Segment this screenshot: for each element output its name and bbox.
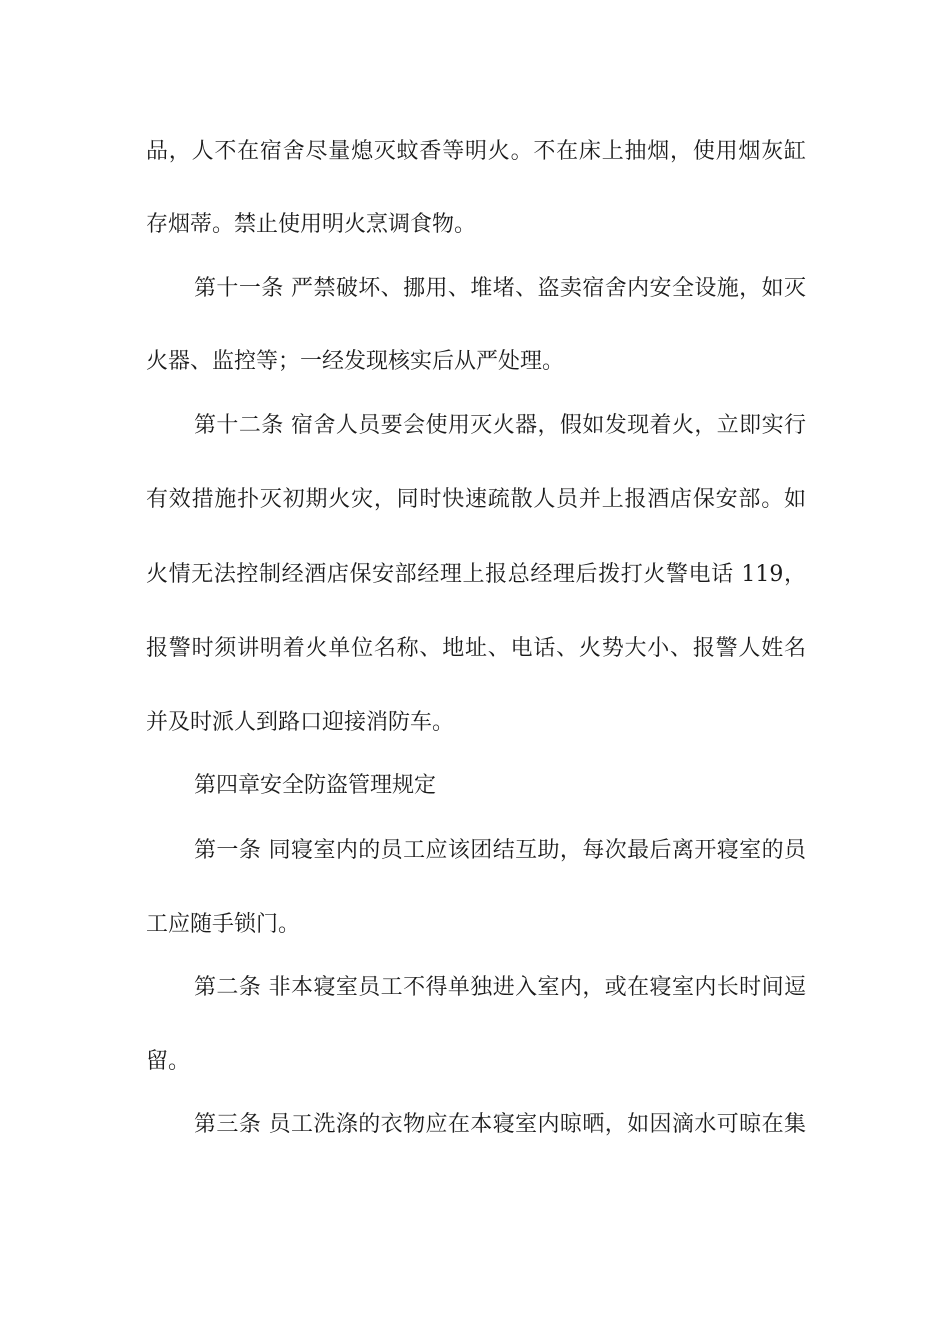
article-11-line-1: 第十一条 严禁破坏、挪用、堆堵、盗卖宿舍内安全设施，如灭 bbox=[194, 276, 806, 301]
chapter-4-article-1-line-1: 第一条 同寝室内的员工应该团结互助，每次最后离开寝室的员 bbox=[194, 838, 806, 863]
article-12-line-1: 第十二条 宿舍人员要会使用灭火器，假如发现着火，立即实行 bbox=[194, 413, 806, 438]
article-12-line-4: 报警时须讲明着火单位名称、地址、电话、火势大小、报警人姓名 bbox=[146, 636, 806, 661]
paragraph-line-2: 存烟蒂。禁止使用明火烹调食物。 bbox=[146, 212, 477, 237]
chapter-4-article-1-line-2: 工应随手锁门。 bbox=[146, 912, 301, 937]
article-12-line-2: 有效措施扑灭初期火灾，同时快速疏散人员并上报酒店保安部。如 bbox=[146, 487, 806, 512]
chapter-4-article-3-line-1: 第三条 员工洗涤的衣物应在本寝室内晾晒，如因滴水可晾在集 bbox=[194, 1112, 806, 1137]
chapter-4-heading: 第四章安全防盗管理规定 bbox=[194, 773, 437, 798]
chapter-4-article-2-line-1: 第二条 非本寝室员工不得单独进入室内，或在寝室内长时间逗 bbox=[194, 975, 806, 1000]
chapter-4-article-2-line-2: 留。 bbox=[146, 1049, 191, 1074]
article-12-line-3: 火情无法控制经酒店保安部经理上报总经理后拨打火警电话 119， bbox=[146, 562, 806, 587]
article-11-line-2: 火器、监控等；一经发现核实后从严处理。 bbox=[146, 349, 565, 374]
article-12-line-5: 并及时派人到路口迎接消防车。 bbox=[146, 710, 455, 735]
paragraph-line-1: 品，人不在宿舍尽量熄灭蚊香等明火。不在床上抽烟，使用烟灰缸 bbox=[146, 139, 806, 164]
